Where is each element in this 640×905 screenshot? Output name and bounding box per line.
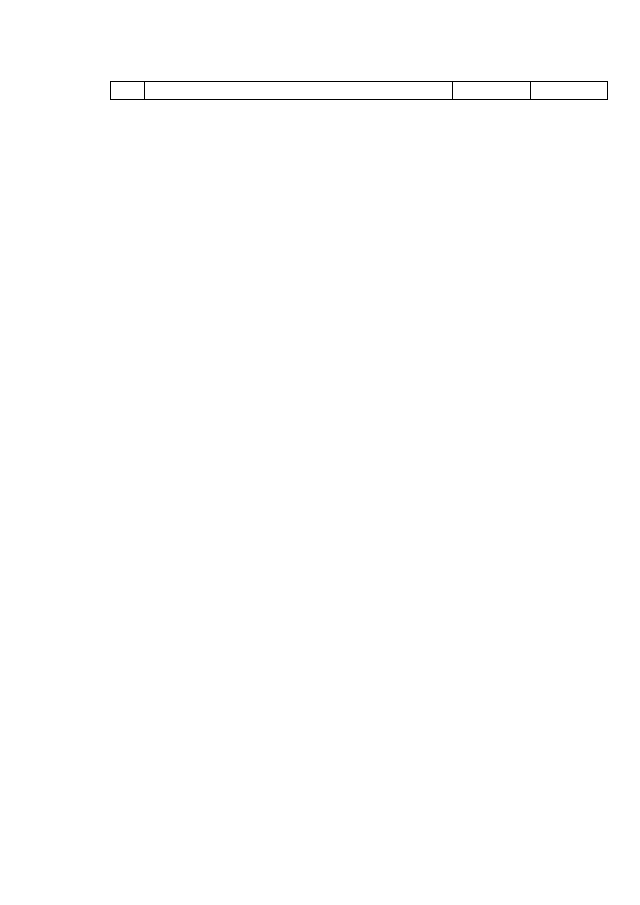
header-col-1 xyxy=(111,82,145,100)
section-notice xyxy=(0,104,640,113)
table-body xyxy=(0,104,640,113)
header-col-3 xyxy=(452,82,531,100)
table-header xyxy=(110,81,608,100)
header-col-4 xyxy=(531,82,608,100)
header-col-2 xyxy=(144,82,452,100)
